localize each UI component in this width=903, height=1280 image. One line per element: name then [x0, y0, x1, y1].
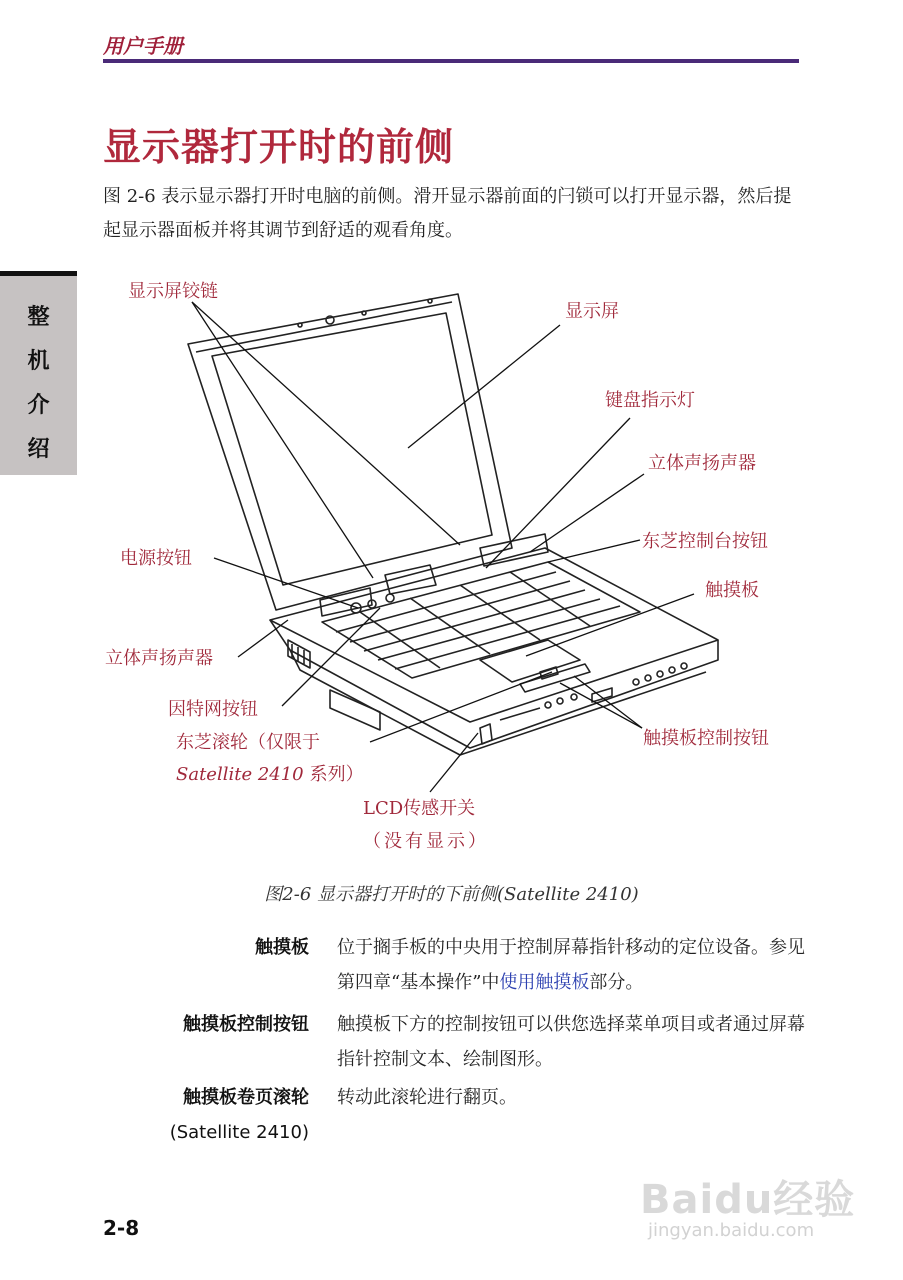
running-header: 用户手册 [103, 34, 183, 58]
watermark-brand: Baidu经验 [640, 1177, 856, 1223]
label-keyboard-indicators: 键盘指示灯 [605, 390, 695, 411]
label-scroll-wheel-model: Satellite 2410 [176, 764, 304, 785]
definition-term-sub: (Satellite 2410) [169, 1122, 309, 1143]
intro-paragraph: 图 2-6 表示显示器打开时电脑的前侧。滑开显示器前面的闩锁可以打开显示器，然后提起显示器面板并将其调节到舒适的观看角度。 [103, 186, 792, 241]
label-touchpad: 触摸板 [705, 580, 759, 601]
side-tab-char: 整 [27, 305, 50, 330]
definition-term: 触摸板 [255, 937, 309, 958]
lid-inner-edge [196, 302, 452, 352]
definition-desc [337, 930, 805, 1000]
laptop-illustration [188, 294, 718, 755]
front-ports [330, 690, 380, 730]
label-scroll-wheel: 东芝滚轮（仅限于 [176, 732, 320, 753]
label-scroll-wheel-suffix: 系列） [309, 764, 364, 785]
label-stereo-speaker-left: 立体声扬声器 [105, 648, 213, 669]
label-power-button: 电源按钮 [120, 548, 192, 569]
section-title: 显示器打开时的前侧 [103, 125, 455, 169]
label-display-hinges: 显示屏铰链 [128, 281, 218, 302]
figure-labels [105, 281, 769, 852]
watermark-url: jingyan.baidu.com [648, 1220, 815, 1241]
label-display: 显示屏 [565, 301, 619, 322]
side-tab-char: 绍 [27, 437, 50, 462]
definition-term: 触摸板控制按钮 [183, 1014, 309, 1035]
touchpad-usage-link[interactable]: 使用触摸板 [499, 972, 590, 993]
label-scroll-wheel-series [176, 764, 364, 785]
definition-term [170, 1080, 309, 1150]
figure-caption: 图2-6 显示器打开时的下前侧(Satellite 2410) [264, 884, 639, 905]
label-internet-button: 因特网按钮 [168, 699, 258, 720]
label-toshiba-console-button: 东芝控制台按钮 [642, 531, 768, 552]
touchpad-outline [480, 640, 580, 682]
side-tab-char: 介 [27, 393, 50, 418]
definition-desc: 转动此滚轮进行翻页。 [337, 1087, 517, 1108]
label-stereo-speaker-right: 立体声扬声器 [648, 453, 756, 474]
definition-desc: 触摸板下方的控制按钮可以供您选择菜单项目或者通过屏幕指针控制文本、绘制图形。 [337, 1014, 805, 1070]
label-touchpad-buttons: 触摸板控制按钮 [643, 728, 769, 749]
label-lcd-sensor: LCD传感开关 [363, 798, 476, 819]
definition-text: 部分。 [589, 972, 644, 993]
label-lcd-sensor-note: （没有显示） [363, 831, 489, 852]
definition-text: 位于搁手板的中央用于控制屏幕指针移动的定位设备。参见第四章“基本操作”中 [337, 937, 805, 993]
side-tab-char: 机 [27, 349, 50, 374]
lid-outline [188, 294, 512, 610]
base-top [270, 548, 718, 722]
page-number: 2-8 [103, 1216, 140, 1240]
definition-term-main: 触摸板卷页滚轮 [183, 1087, 309, 1108]
